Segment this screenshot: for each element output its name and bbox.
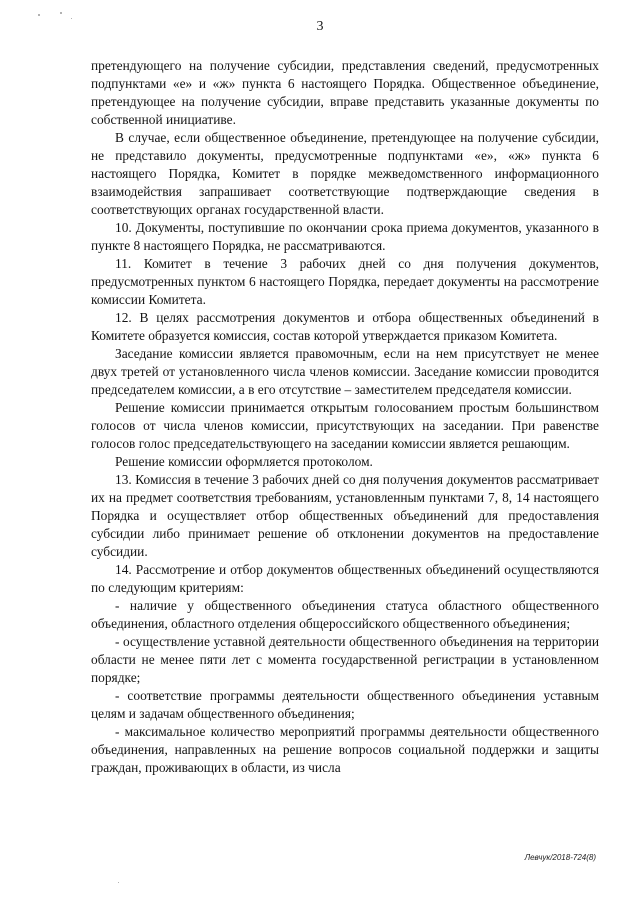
paragraph-10: 10. Документы, поступившие по окончании срока приема документов, указанного в пункте 8 настоящего Порядка, не рассматриваются. <box>91 220 599 253</box>
paragraph-interagency-request: В случае, если общественное объединение, претендующее на получение субсидии, не представило документы, предусмотренные подпунктами «е», «ж» пункта 6 настоящего Порядка, Комитет в порядке межведомственного информационного взаимодействия запрашивает соответствующие подтверждающие сведения в соответствующих органах государственной власти. <box>91 130 599 217</box>
scan-speck <box>60 12 62 14</box>
paragraph-quorum: Заседание комиссии является правомочным, если на нем присутствует не менее двух третей от установленного числа членов комиссии. Заседание комиссии проводится председателем комиссии, а в его отсутствие – заместителем председателя комиссии. <box>91 346 599 397</box>
paragraph-continuation: претендующего на получение субсидии, представления сведений, предусмотренных подпунктами «е» и «ж» пункта 6 настоящего Порядка. Общественное объединение, претендующее на получение субсидии, вправе представить указанные документы по собственной инициативе. <box>91 58 599 127</box>
paragraph-12: 12. В целях рассмотрения документов и отбора общественных объединений в Комитете образуется комиссия, состав которой утверждается приказом Комитета. <box>91 310 599 343</box>
criteria-item: - максимальное количество мероприятий программы деятельности общественного объединения, направленных на решение вопросов социальной поддержки и защиты граждан, проживающих в области, из числа <box>91 724 599 775</box>
criteria-item: - наличие у общественного объединения статуса областного общественного объединения, областного отделения общероссийского общественного объединения; <box>91 598 599 631</box>
paragraph-11: 11. Комитет в течение 3 рабочих дней со дня получения документов, предусмотренных пунктом 6 настоящего Порядка, передает документы на рассмотрение комиссии Комитета. <box>91 256 599 307</box>
criteria-item: - осуществление уставной деятельности общественного объединения на территории области не менее пяти лет с момента государственной регистрации в установленном порядке; <box>91 634 599 685</box>
document-reference-code: Левчук/2018-724(8) <box>524 853 596 862</box>
paragraph-voting: Решение комиссии принимается открытым голосованием простым большинством голосов от числа членов комиссии, присутствующих на заседании. При равенстве голосов голос председательствующего на заседании комиссии является решающим. <box>91 400 599 451</box>
document-body <box>91 57 599 777</box>
page-number: 3 <box>316 19 324 34</box>
paragraph-protocol: Решение комиссии оформляется протоколом. <box>115 454 373 469</box>
criteria-item: - соответствие программы деятельности общественного объединения уставным целям и задачам общественного объединения; <box>91 688 599 721</box>
scan-speck <box>38 14 40 16</box>
paragraph-14: 14. Рассмотрение и отбор документов общественных объединений осуществляются по следующим критериям: <box>91 562 599 595</box>
paragraph-13: 13. Комиссия в течение 3 рабочих дней со дня получения документов рассматривает их на предмет соответствия требованиям, установленным пунктами 7, 8, 14 настоящего Порядка и осуществляет отбор общественных объединений для предоставления субсидии либо принимает решение об отклонении документов на предоставление субсидии. <box>91 472 599 559</box>
scan-speck <box>118 882 119 883</box>
